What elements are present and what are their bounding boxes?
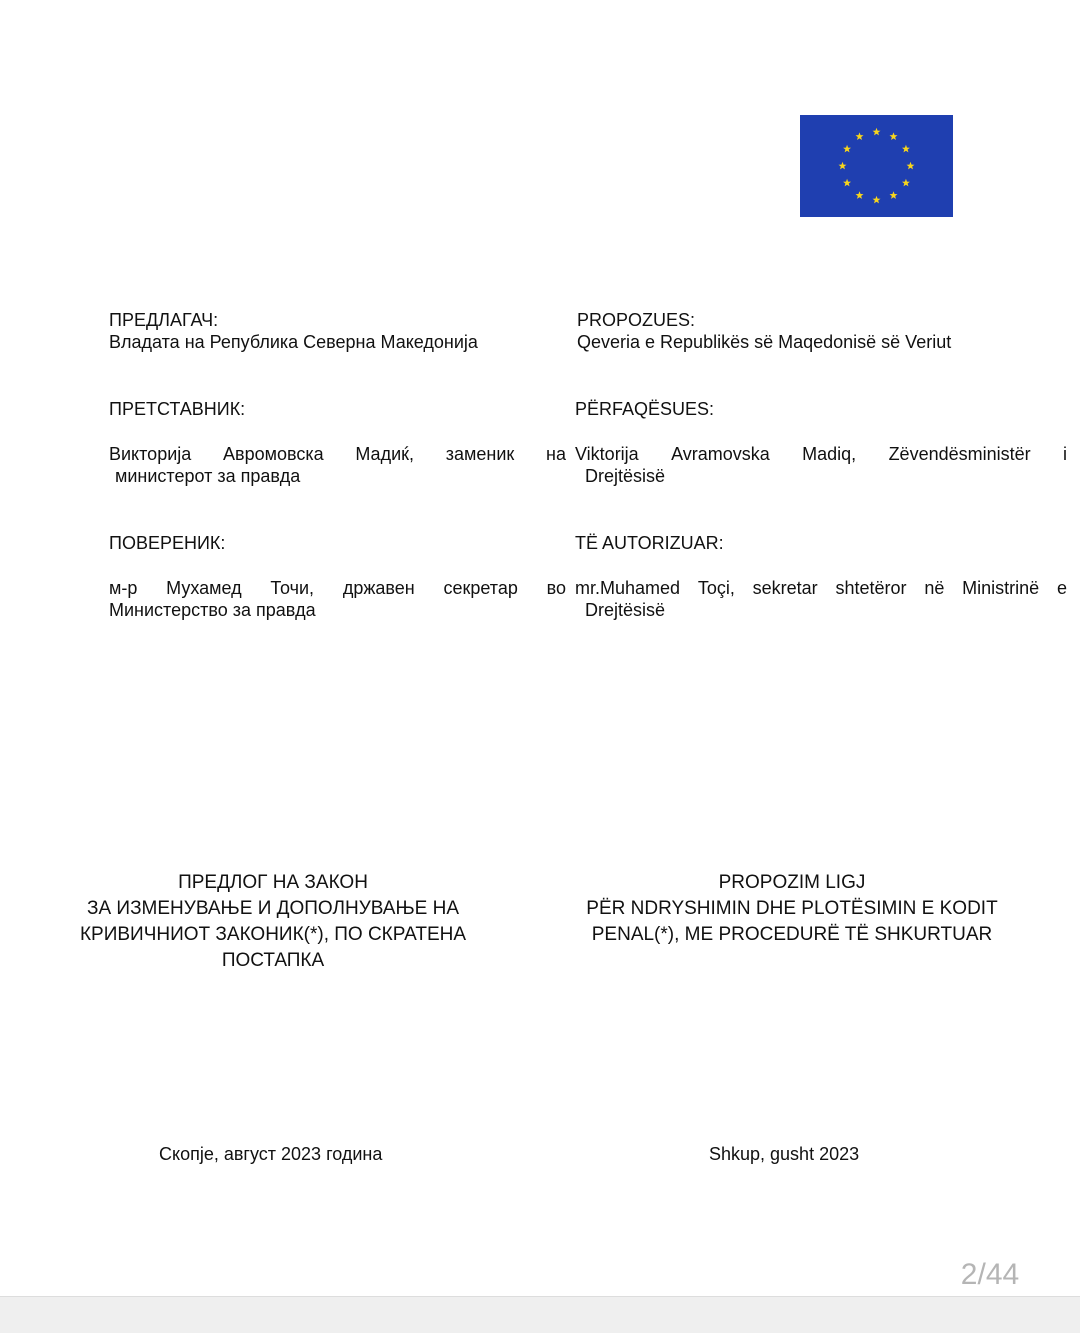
representative-label-mk: ПРЕТСТАВНИК: (109, 399, 246, 419)
trustee-line1-mk (109, 577, 566, 599)
title-line: ЗА ИЗМЕНУВАЊЕ И ДОПОЛНУВАЊЕ НА (86, 898, 460, 919)
word: i (1063, 444, 1067, 464)
word: në (924, 578, 945, 598)
trustee-line1-sq (575, 577, 1067, 599)
law-title-mk (40, 870, 506, 974)
word: Toçi, (697, 578, 735, 598)
trustee-label-mk: ПОВЕРЕНИК: (109, 533, 226, 553)
word: во (546, 578, 566, 598)
word: Мадиќ, (355, 444, 414, 464)
place-date-mk: Скопје, август 2023 година (159, 1144, 383, 1164)
title-line: PËR NDRYSHIMIN DHE PLOTËSIMIN E KODIT (586, 898, 998, 919)
representative-line2-mk: министерот за правда (115, 466, 301, 486)
title-line: ПОСТАПКА (221, 950, 325, 971)
word: Zëvendësministër (888, 444, 1031, 464)
word: Точи, (270, 578, 315, 598)
title-line: PROPOZIM LIGJ (718, 872, 866, 893)
law-title-sq (550, 870, 1034, 948)
representative-line1-sq (575, 443, 1067, 465)
word: Мухамед (166, 578, 242, 598)
word: заменик (445, 444, 515, 464)
proposer-label-mk: ПРЕДЛАГАЧ: (109, 310, 219, 330)
word: Викторија (109, 444, 192, 464)
trustee-label-sq: TË AUTORIZUAR: (575, 533, 724, 553)
word: mr.Muhamed (575, 578, 681, 598)
word: Madiq, (802, 444, 857, 464)
title-line: ПРЕДЛОГ НА ЗАКОН (178, 872, 368, 893)
title-line: PENAL(*), ME PROCEDURË TË SHKURTUAR (591, 924, 993, 945)
word: на (546, 444, 566, 464)
trustee-line2-mk: Министерство за правда (109, 600, 316, 620)
word: shtetëror (835, 578, 907, 598)
proposer-value-mk: Владата на Република Северна Македонија (109, 332, 478, 352)
proposer-value-sq: Qeveria e Republikës së Maqedonisë së Veriut (577, 332, 952, 352)
word: м-р (109, 578, 138, 598)
word: Viktorija (575, 444, 639, 464)
trustee-line2-sq: Drejtësisë (585, 600, 666, 620)
word: Avramovska (671, 444, 770, 464)
representative-label-sq: PËRFAQËSUES: (575, 399, 715, 419)
place-date-sq: Shkup, gusht 2023 (709, 1144, 860, 1164)
eu-flag-icon (800, 115, 953, 217)
word: sekretar (752, 578, 818, 598)
word: секретар (443, 578, 518, 598)
word: Ministrinë (962, 578, 1040, 598)
word: Авромовска (223, 444, 324, 464)
representative-line2-sq: Drejtësisë (585, 466, 666, 486)
proposer-label-sq: PROPOZUES: (577, 310, 696, 330)
word: државен (342, 578, 415, 598)
viewer-bottom-bar (0, 1296, 1080, 1333)
word: e (1056, 578, 1067, 598)
title-line: КРИВИЧНИОТ ЗАКОНИК(*), ПО СКРАТЕНА (79, 924, 467, 945)
page-indicator: 2/44 (960, 1258, 1020, 1291)
representative-line1-mk (109, 443, 566, 465)
